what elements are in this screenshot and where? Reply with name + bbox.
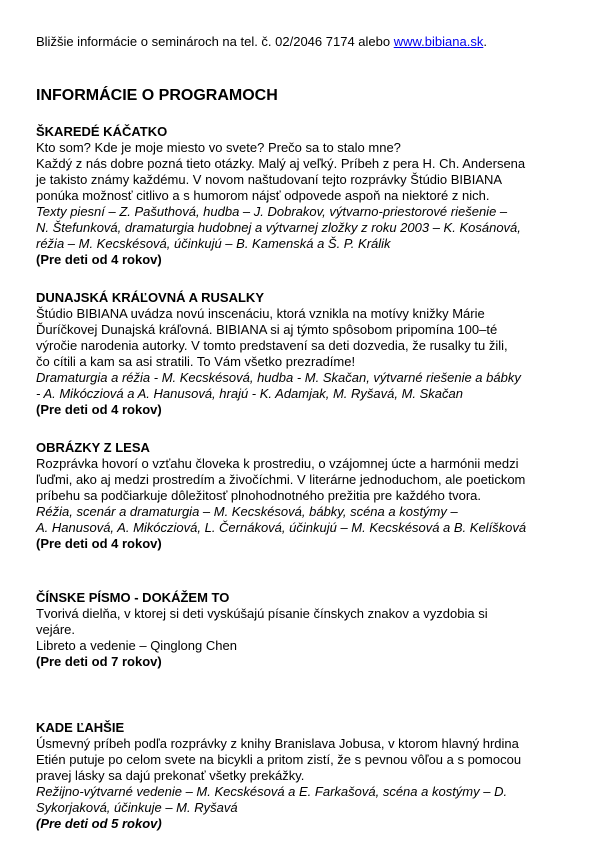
credits-line: Režijno-výtvarné vedenie – M. Kecskésová a E. Farkašová, scéna a kostýmy – D. [36,784,508,799]
contact-info [36,34,487,50]
contact-suffix: . [483,34,487,49]
credits-line: Sykorjaková, účinkuje – M. Ryšavá [36,800,238,815]
description-line: Kto som? Kde je moje miesto vo svete? Prečo sa to stalo mne? [36,140,401,155]
description-line: ľuďmi, ako aj medzi prostredím a živočíchmi. V literárne jednoduchom, ale poetickom [36,472,526,487]
credits-line: N. Štefunková, dramaturgia hudobnej a výtvarnej zložky z roku 2003 – K. Kosánová, [36,220,521,235]
age-recommendation: (Pre deti od 4 rokov) [36,252,162,267]
description-line: čo cítili a kam sa asi stratili. To Vám všetko prezradíme! [36,354,356,369]
credits-line: Dramaturgia a réžia - M. Kecskésová, hudba - M. Skačan, výtvarné riešenie a bábky [36,370,521,385]
description-line: Etién putuje po celom svete na bicykli a pritom zistí, že s pevnou vôľou a s pomocou [36,752,522,767]
description-line: Tvorivá dielňa, v ktorej si deti vyskúšajú písanie čínskych znakov a vyzdobia si [36,606,488,621]
description-line: Libreto a vedenie – Qinglong Chen [36,638,237,653]
description-line: ponúka možnosť citlivo a s humorom nájsť odpovede aspoň na niektoré z nich. [36,188,490,203]
description-line: Každý z nás dobre pozná tieto otázky. Malý aj veľký. Príbeh z pera H. Ch. Andersena [36,156,526,171]
program-title: ČÍNSKE PÍSMO - DOKÁŽEM TO [36,590,230,605]
program-title: OBRÁZKY Z LESA [36,440,150,455]
program-title: ŠKAREDÉ KÁČATKO [36,124,168,139]
description-line: Štúdio BIBIANA uvádza novú inscenáciu, ktorá vznikla na motívy knižky Márie [36,306,485,321]
age-recommendation: (Pre deti od 5 rokov) [36,816,162,831]
age-recommendation: (Pre deti od 7 rokov) [36,654,162,669]
program-title: DUNAJSKÁ KRÁĽOVNÁ A RUSALKY [36,290,264,305]
program-obrazky-z-lesa [36,440,588,552]
age-recommendation: (Pre deti od 4 rokov) [36,536,162,551]
program-title: KADE ĽAHŠIE [36,720,125,735]
description-line: pravej lásky sa dajú prekonať všetky prekážky. [36,768,305,783]
credits-line: Texty piesní – Z. Pašuthová, hudba – J. Dobrakov, výtvarno-priestorové riešenie – [36,204,508,219]
description-line: Úsmevný príbeh podľa rozprávky z knihy Branislava Jobusa, v ktorom hlavný hrdina [36,736,519,751]
contact-text: Bližšie informácie o seminároch na tel. č. 02/2046 7174 alebo [36,34,394,49]
page-heading: INFORMÁCIE O PROGRAMOCH [36,87,278,104]
description-line: vejáre. [36,622,76,637]
credits-line: A. Hanusová, A. Mikócziová, L. Černáková, účinkujú – M. Kecskésová a B. Kelíšková [36,520,527,535]
program-kade-lahsie [36,720,588,832]
credits-line: Réžia, scenár a dramaturgia – M. Kecskésová, bábky, scéna a kostýmy – [36,504,458,519]
credits-line: réžia – M. Kecskésová, účinkujú – B. Kamenská a Š. P. Králik [36,236,391,251]
description-line: výročie narodenia autorky. V tomto predstavení sa deti dozvedia, že rusalky tu žili, [36,338,508,353]
program-dunajska-kralovna [36,290,588,418]
description-line: príbehu sa podčiarkuje dôležitosť plnohodnotného prežitia pre každého tvora. [36,488,482,503]
description-line: Rozprávka hovorí o vzťahu človeka k prostrediu, o vzájomnej úcte a harmónii medzi [36,456,519,471]
age-recommendation: (Pre deti od 4 rokov) [36,402,162,417]
program-cinske-pismo [36,590,588,670]
description-line: Ďuríčkovej Dunajská kráľovná. BIBIANA si aj týmto spôsobom pripomína 100–té [36,322,498,337]
description-line: je takisto známy každému. V novom naštudovaní tejto rozprávky Štúdio BIBIANA [36,172,503,187]
website-link[interactable]: www.bibiana.sk [393,34,484,49]
program-skarede-kacatko [36,124,588,268]
credits-line: - A. Mikócziová a A. Hanusová, hrajú - K. Adamjak, M. Ryšavá, M. Skačan [36,386,463,401]
